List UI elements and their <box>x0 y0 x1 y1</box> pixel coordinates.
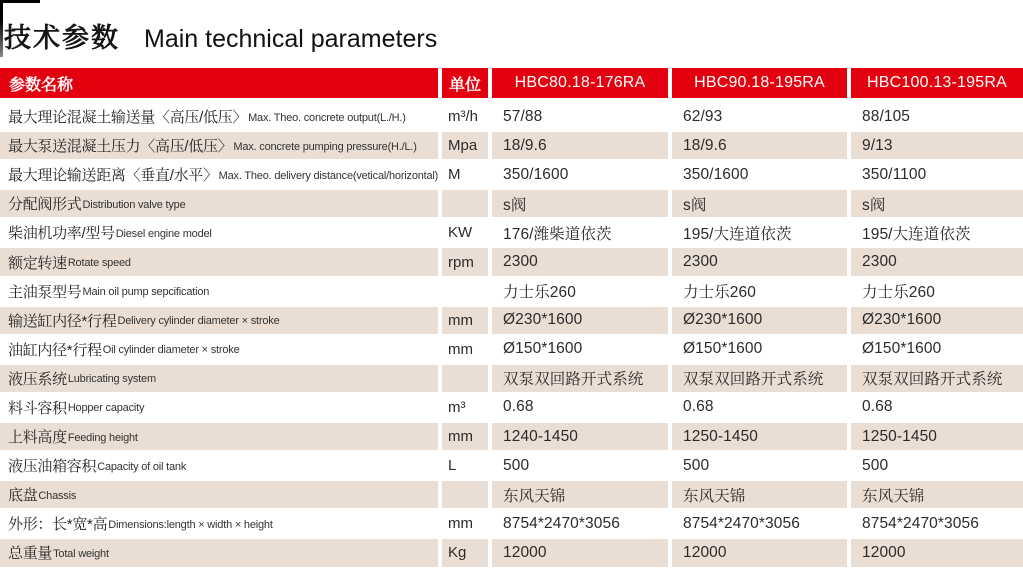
header-model-hbc90: HBC90.18-195RA <box>672 68 847 98</box>
header-model-hbc100: HBC100.13-195RA <box>851 68 1023 98</box>
value-cell-hbc80: Ø230*1600 <box>492 307 668 334</box>
value-cell-hbc90: 195/大连道依茨 <box>672 219 847 246</box>
parameters-table <box>0 68 1023 569</box>
param-name-zh: 料斗容积 <box>8 399 67 417</box>
value-cell-hbc80: 176/潍柴道依茨 <box>492 219 668 246</box>
value-cell-hbc100: Ø150*1600 <box>851 336 1023 363</box>
param-name-zh: 液压油箱容积 <box>8 458 97 476</box>
value-cell-hbc90: Ø230*1600 <box>672 307 847 334</box>
param-name-zh: 油缸内径*行程 <box>8 341 102 359</box>
unit-cell: mm <box>442 307 488 334</box>
param-name-en: Total weight <box>53 547 109 560</box>
table-row <box>0 248 1023 275</box>
param-name-en: Diesel engine model <box>115 227 212 240</box>
value-cell-hbc90: 1250-1450 <box>672 423 847 450</box>
value-cell-hbc80: 2300 <box>492 248 668 275</box>
param-name-en: Main oil pump sepcification <box>82 286 210 299</box>
param-name-en: Distribution valve type <box>82 198 186 211</box>
param-name-zh: 总重量 <box>8 545 53 563</box>
table-row <box>0 278 1023 305</box>
value-cell-hbc80: 57/88 <box>492 103 668 130</box>
table-row <box>0 423 1023 450</box>
table-row <box>0 539 1023 566</box>
param-name-cell <box>0 132 438 159</box>
value-cell-hbc90: Ø150*1600 <box>672 336 847 363</box>
value-cell-hbc80: s阀 <box>492 190 668 217</box>
header-param-name: 参数名称 <box>0 68 438 98</box>
param-name-en: Max. Theo. concrete output(L./H.) <box>248 111 406 124</box>
param-name-zh: 上料高度 <box>8 429 67 447</box>
param-name-zh: 底盘 <box>8 487 38 505</box>
unit-cell: KW <box>442 219 488 246</box>
value-cell-hbc100: 350/1100 <box>851 161 1023 188</box>
param-name-cell <box>0 219 438 246</box>
value-cell-hbc90: 62/93 <box>672 103 847 130</box>
page-title <box>4 16 437 55</box>
unit-cell: mm <box>442 510 488 537</box>
value-cell-hbc90: 350/1600 <box>672 161 847 188</box>
unit-cell: m³/h <box>442 103 488 130</box>
value-cell-hbc90: 8754*2470*3056 <box>672 510 847 537</box>
table-row <box>0 219 1023 246</box>
table-body <box>0 103 1023 567</box>
value-cell-hbc90: 双泵双回路开式系统 <box>672 365 847 392</box>
param-name-zh: 最大理论输送距离〈垂直/水平〉 <box>8 167 218 185</box>
param-name-zh: 分配阀形式 <box>8 196 82 214</box>
table-row <box>0 365 1023 392</box>
header-model-hbc80: HBC80.18-176RA <box>492 68 668 98</box>
param-name-en: Max. concrete pumping pressure(H./L.) <box>233 140 417 153</box>
value-cell-hbc100: 1250-1450 <box>851 423 1023 450</box>
value-cell-hbc90: 力士乐260 <box>672 278 847 305</box>
table-row <box>0 336 1023 363</box>
unit-cell <box>442 278 488 305</box>
value-cell-hbc100: 12000 <box>851 539 1023 566</box>
param-name-en: Lubricating system <box>67 373 156 386</box>
unit-cell: m³ <box>442 394 488 421</box>
unit-cell: Kg <box>442 539 488 566</box>
param-name-zh: 柴油机功率/型号 <box>8 225 115 243</box>
unit-cell <box>442 481 488 508</box>
value-cell-hbc80: 8754*2470*3056 <box>492 510 668 537</box>
param-name-en: Delivery cylinder diameter × stroke <box>117 315 280 328</box>
value-cell-hbc100: 0.68 <box>851 394 1023 421</box>
corner-mark-horizontal <box>0 0 40 3</box>
param-name-zh: 主油泵型号 <box>8 283 82 301</box>
param-name-en: Max. Theo. delivery distance(vetical/horizontal) <box>218 169 438 182</box>
table-row <box>0 307 1023 334</box>
page-title-zh: 技术参数 <box>4 23 120 53</box>
value-cell-hbc100: 2300 <box>851 248 1023 275</box>
value-cell-hbc100: s阀 <box>851 190 1023 217</box>
unit-cell: rpm <box>442 248 488 275</box>
unit-cell <box>442 190 488 217</box>
param-name-zh: 输送缸内径*行程 <box>8 312 117 330</box>
param-name-en: Oil cylinder diameter × stroke <box>102 344 240 357</box>
param-name-cell <box>0 248 438 275</box>
unit-cell: M <box>442 161 488 188</box>
corner-mark-vertical <box>0 0 3 57</box>
value-cell-hbc90: 500 <box>672 452 847 479</box>
value-cell-hbc80: 500 <box>492 452 668 479</box>
value-cell-hbc100: Ø230*1600 <box>851 307 1023 334</box>
table-row <box>0 481 1023 508</box>
value-cell-hbc100: 195/大连道依茨 <box>851 219 1023 246</box>
param-name-cell <box>0 394 438 421</box>
param-name-zh: 最大理论混凝土输送量〈高压/低压〉 <box>8 109 248 127</box>
param-name-cell <box>0 336 438 363</box>
param-name-cell <box>0 278 438 305</box>
value-cell-hbc100: 8754*2470*3056 <box>851 510 1023 537</box>
unit-cell: Mpa <box>442 132 488 159</box>
table-row <box>0 161 1023 188</box>
value-cell-hbc100: 9/13 <box>851 132 1023 159</box>
param-name-cell <box>0 190 438 217</box>
table-row <box>0 394 1023 421</box>
param-name-cell <box>0 103 438 130</box>
table-header-row <box>0 68 1023 98</box>
value-cell-hbc80: 1240-1450 <box>492 423 668 450</box>
value-cell-hbc80: 18/9.6 <box>492 132 668 159</box>
value-cell-hbc90: 18/9.6 <box>672 132 847 159</box>
param-name-zh: 外形：长*宽*高 <box>8 516 108 534</box>
value-cell-hbc80: 东风天锦 <box>492 481 668 508</box>
value-cell-hbc90: 2300 <box>672 248 847 275</box>
value-cell-hbc80: 双泵双回路开式系统 <box>492 365 668 392</box>
param-name-cell <box>0 539 438 566</box>
param-name-cell <box>0 481 438 508</box>
value-cell-hbc90: 0.68 <box>672 394 847 421</box>
value-cell-hbc80: 12000 <box>492 539 668 566</box>
value-cell-hbc100: 500 <box>851 452 1023 479</box>
value-cell-hbc80: Ø150*1600 <box>492 336 668 363</box>
param-name-en: Chassis <box>38 489 77 502</box>
param-name-zh: 液压系统 <box>8 370 67 388</box>
unit-cell: mm <box>442 423 488 450</box>
param-name-cell <box>0 423 438 450</box>
param-name-zh: 额定转速 <box>8 254 67 272</box>
value-cell-hbc100: 东风天锦 <box>851 481 1023 508</box>
value-cell-hbc80: 0.68 <box>492 394 668 421</box>
param-name-cell <box>0 307 438 334</box>
table-row <box>0 190 1023 217</box>
param-name-en: Dimensions:length × width × height <box>108 518 273 531</box>
unit-cell: L <box>442 452 488 479</box>
header-unit: 单位 <box>442 68 488 98</box>
param-name-zh: 最大泵送混凝土压力〈高压/低压〉 <box>8 138 233 156</box>
param-name-en: Hopper capacity <box>67 402 145 415</box>
value-cell-hbc100: 88/105 <box>851 103 1023 130</box>
unit-cell <box>442 365 488 392</box>
table-row <box>0 132 1023 159</box>
param-name-en: Rotate speed <box>67 257 131 270</box>
value-cell-hbc80: 力士乐260 <box>492 278 668 305</box>
param-name-cell <box>0 161 438 188</box>
table-row <box>0 452 1023 479</box>
value-cell-hbc90: 东风天锦 <box>672 481 847 508</box>
page-title-en: Main technical parameters <box>144 25 438 53</box>
value-cell-hbc100: 双泵双回路开式系统 <box>851 365 1023 392</box>
table-row <box>0 510 1023 537</box>
value-cell-hbc80: 350/1600 <box>492 161 668 188</box>
value-cell-hbc100: 力士乐260 <box>851 278 1023 305</box>
table-row <box>0 103 1023 130</box>
param-name-cell <box>0 510 438 537</box>
unit-cell: mm <box>442 336 488 363</box>
param-name-cell <box>0 365 438 392</box>
param-name-en: Capacity of oil tank <box>97 460 187 473</box>
param-name-en: Feeding height <box>67 431 138 444</box>
param-name-cell <box>0 452 438 479</box>
value-cell-hbc90: 12000 <box>672 539 847 566</box>
value-cell-hbc90: s阀 <box>672 190 847 217</box>
